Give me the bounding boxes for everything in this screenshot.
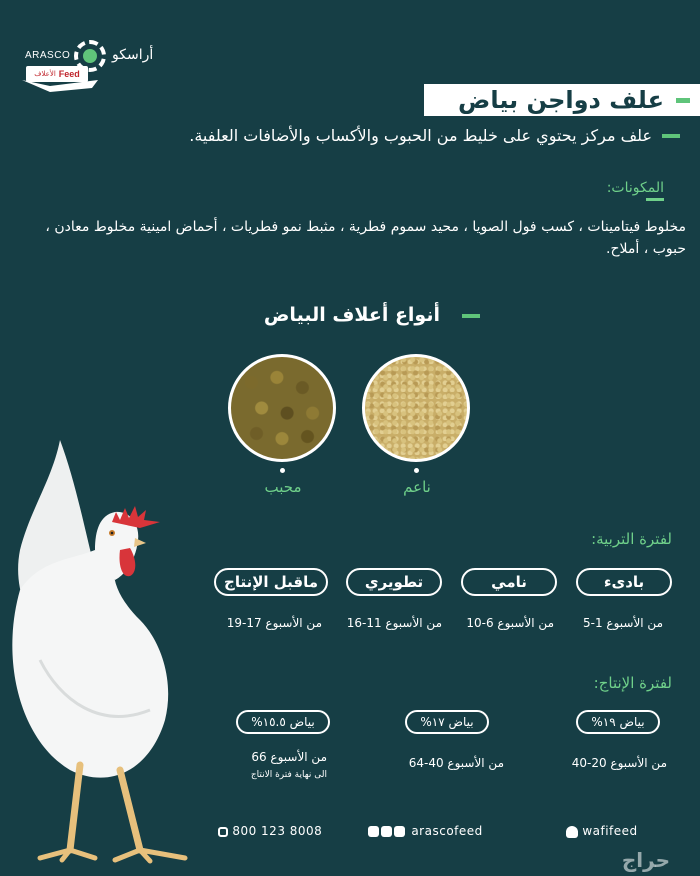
stage-developer-pill: تطويري bbox=[346, 568, 442, 596]
stage-starter-range: من الأسبوع 1-5 bbox=[582, 616, 663, 630]
hen-image bbox=[0, 440, 220, 876]
footer-snapchat bbox=[562, 824, 638, 838]
feed-types-accent-dash bbox=[462, 314, 480, 318]
logo-name-ar: أراسكو bbox=[112, 47, 154, 63]
page-subtitle: علف مركز يحتوي على خليط من الحبوب والأكساب والأضافات العلفية. bbox=[189, 126, 652, 145]
stage-grower-pill: نامي bbox=[461, 568, 557, 596]
production-period-label: لفترة الإنتاج: bbox=[593, 674, 672, 692]
ingredients-text: مخلوط فيتامينات ، كسب فول الصويا ، محيد سموم فطرية ، مثبط نمو فطريات ، أحماض امينية مخلوط معادن ، حبوب ، أملاح. bbox=[45, 219, 686, 257]
layer-15-5-note: الى نهاية فترة الانتاج bbox=[250, 770, 327, 780]
layer-19-range: من الأسبوع 20-40 bbox=[571, 756, 667, 770]
logo-feed-ar: الأعلاف bbox=[34, 70, 56, 78]
ingredients-label: المكونات: bbox=[606, 180, 664, 196]
stage-grower-range: من الأسبوع 6-10 bbox=[466, 616, 554, 630]
layer-17-pill: بياض ١٧% bbox=[405, 710, 489, 734]
layer-15-5-range: من الأسبوع 66 bbox=[251, 750, 327, 764]
footer-social-handle: arascofeed bbox=[411, 824, 483, 838]
footer-social bbox=[368, 824, 483, 838]
feed-types-title: أنواع أعلاف البياض bbox=[263, 304, 440, 326]
logo-wing-icon bbox=[20, 78, 100, 96]
title-accent-dash bbox=[676, 98, 690, 103]
stage-developer-range: من الأسبوع 11-16 bbox=[346, 616, 442, 630]
footer-snap-handle: wafifeed bbox=[582, 824, 638, 838]
mash-feed-image bbox=[362, 354, 470, 462]
layer-15-5-pill: بياض ١٥.٥% bbox=[236, 710, 330, 734]
watermark-text: حراج bbox=[621, 848, 670, 872]
footer-phone bbox=[218, 824, 322, 838]
pellet-feed-image bbox=[228, 354, 336, 462]
layer-19-pill: بياض ١٩% bbox=[576, 710, 660, 734]
rearing-period-label: لفترة التربية: bbox=[591, 530, 672, 548]
phone-icon bbox=[218, 827, 228, 837]
snapchat-icon bbox=[566, 826, 578, 838]
instagram-icon bbox=[381, 826, 392, 837]
mash-feed-label: ناعم bbox=[403, 478, 431, 496]
stage-starter-pill: بادىء bbox=[576, 568, 672, 596]
mash-dot bbox=[414, 468, 419, 473]
youtube-icon bbox=[368, 826, 379, 837]
pellet-feed-label: محبب bbox=[264, 478, 302, 496]
page-title: علف دواجن بياض bbox=[458, 86, 664, 114]
layer-17-range: من الأسبوع 40-64 bbox=[408, 756, 504, 770]
footer-phone-number: 800 123 8008 bbox=[232, 824, 323, 838]
stage-prelay-pill: ماقبل الإنتاج bbox=[214, 568, 328, 596]
subtitle-accent-dash bbox=[662, 134, 680, 138]
pellet-dot bbox=[280, 468, 285, 473]
logo-name-en: ARASCO bbox=[25, 50, 71, 61]
ingredients-underline bbox=[646, 198, 664, 201]
twitter-icon bbox=[394, 826, 405, 837]
logo-feed-en: Feed bbox=[58, 69, 80, 79]
stage-prelay-range: من الأسبوع 17-19 bbox=[226, 616, 322, 630]
